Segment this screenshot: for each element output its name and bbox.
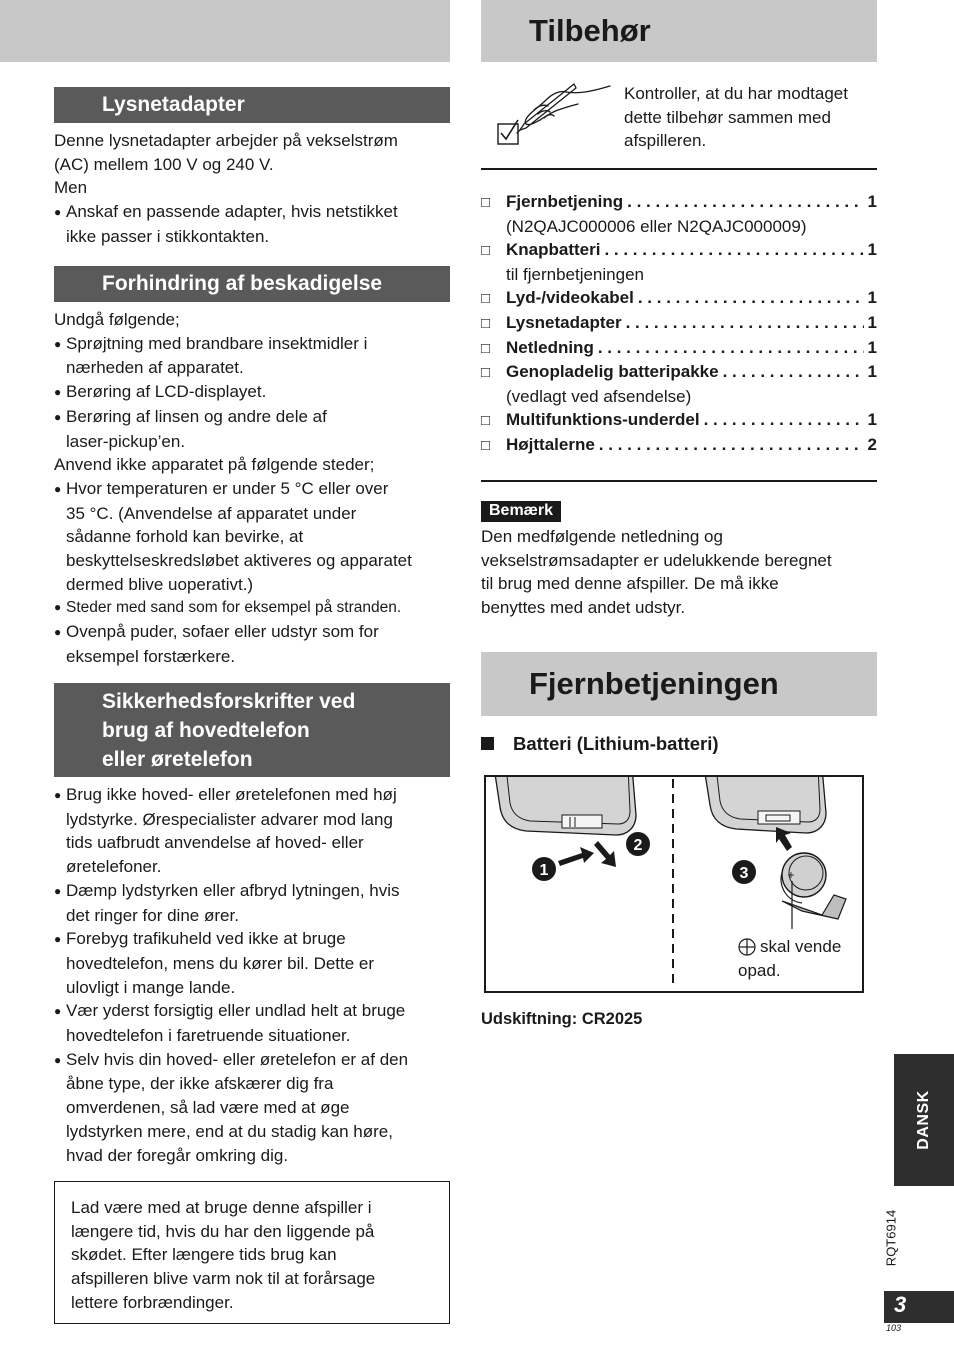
intro-line: dette tilbehør sammen med <box>624 107 831 127</box>
bullet-text: nærheden af apparatet. <box>66 358 244 378</box>
caption-line: skal vende <box>760 937 842 956</box>
divider <box>481 168 877 170</box>
checkbox-icon: □ <box>481 412 491 430</box>
section-heading-beskadigelse: Forhindring af beskadigelse <box>54 266 450 302</box>
bullet-text: hovedtelefon, mens du kører bil. Dette er <box>66 953 375 973</box>
page-title-tilbehor: Tilbehør <box>529 13 651 48</box>
step-2-label: 2 <box>633 837 643 854</box>
bullet-text: ulovligt i mange lande. <box>66 977 236 997</box>
bullet-text: Berøring af linsen og andre dele af <box>66 406 327 426</box>
bullet-text: Steder med sand som for eksempel på stranden. <box>66 599 402 617</box>
accessory-item <box>481 311 877 336</box>
step-3-label: 3 <box>739 865 749 882</box>
checkbox-icon: □ <box>481 339 491 357</box>
bullet-text: Ovenpå puder, sofaer eller udstyr som for <box>66 622 379 642</box>
bullet-item <box>54 596 450 620</box>
bullet-text: laser-pickup’en. <box>66 431 186 451</box>
bullet-text: tids uafbrudt anvendelse af hoved- eller <box>66 833 364 853</box>
step-2-marker <box>626 832 650 856</box>
warning-line: længere tid, hvis du har den liggende på <box>71 1221 375 1241</box>
heading-line: eller øretelefon <box>102 748 253 771</box>
remote-control-icon <box>494 777 636 835</box>
bullet-text: omverdenen, så lad være med at øge <box>66 1098 350 1118</box>
accessory-name: Knapbatteri <box>506 240 601 260</box>
accessory-name: Højttalerne <box>506 434 595 454</box>
accessory-note: (vedlagt ved afsendelse) <box>506 386 692 406</box>
accessory-name: Lyd-/videokabel <box>506 288 634 308</box>
dot-leader <box>704 408 864 432</box>
accessory-qty: 1 <box>867 288 877 308</box>
caption-line: opad. <box>738 961 781 980</box>
bullet-item <box>54 999 450 1047</box>
remote-section-banner <box>481 652 877 716</box>
battery-heading-text: Batteri (Lithium-batteri) <box>513 733 719 754</box>
checkbox-icon: □ <box>481 436 491 454</box>
bullet-text: dermed blive uoperativt.) <box>66 574 254 594</box>
top-banner-left <box>0 0 450 62</box>
step-3-marker <box>732 860 756 884</box>
accessory-name: Genopladelig batteripakke <box>506 362 719 382</box>
bullet-text: lydstyrken mere, end at du stadig kan høre, <box>66 1121 393 1141</box>
dot-leader <box>723 360 864 384</box>
battery-diagram <box>484 775 864 993</box>
bullet-text: eksempel forstærkere. <box>66 646 236 666</box>
accessory-item <box>481 336 877 361</box>
bullet-item <box>54 477 450 597</box>
warning-box <box>54 1181 450 1324</box>
bullet-text: 35 °C. (Anvendelse af apparatet under <box>66 503 357 523</box>
bullet-text: øretelefoner. <box>66 857 162 877</box>
warning-line: lettere forbrændinger. <box>71 1292 234 1312</box>
bullet-item <box>54 1048 450 1168</box>
checkbox-icon: □ <box>481 242 491 260</box>
bullet-text: Sprøjtning med brandbare insektmidler i <box>66 333 368 353</box>
step-1-marker <box>532 857 556 881</box>
bullet-text: åbne type, der ikke afskærer dig fra <box>66 1074 334 1094</box>
model-code-label: RQT6914 <box>883 1209 899 1267</box>
replacement-text: Udskiftning: CR2025 <box>481 1010 643 1028</box>
dot-leader <box>604 238 863 262</box>
battery-plus-label: + <box>787 868 795 882</box>
bullet-text: Hvor temperaturen er under 5 °C eller over <box>66 478 389 498</box>
accessory-note: til fjernbetjeningen <box>506 264 644 284</box>
accessory-qty: 2 <box>867 434 877 454</box>
text-line: Men <box>54 178 88 198</box>
battery-caption <box>738 935 841 983</box>
dot-leader <box>638 286 864 310</box>
intro-line: Kontroller, at du har modtaget <box>624 84 848 103</box>
accessory-qty: 1 <box>867 192 877 211</box>
step-1-label: 1 <box>539 862 549 879</box>
bullet-text: Berøring af LCD-displayet. <box>66 382 267 402</box>
section-heading-hovedtelefon <box>54 683 450 777</box>
bullet-item <box>54 200 450 248</box>
language-tab <box>894 1054 954 1186</box>
note-line: benyttes med andet udstyr. <box>481 598 686 618</box>
bullet-item <box>54 332 450 380</box>
bullet-text: lydstyrke. Ørespecialister advarer mod lang <box>66 809 393 829</box>
accessory-qty: 1 <box>867 410 877 430</box>
intro-line: afspilleren. <box>624 131 707 151</box>
divider <box>481 480 877 482</box>
hand-pen-icon <box>490 80 614 150</box>
bullet-item <box>54 783 450 879</box>
note-line: til brug med denne afspiller. De må ikke <box>481 574 779 594</box>
section-heading-lysnetadapter: Lysnetadapter <box>54 87 450 123</box>
bullet-text: hovedtelefon i faretruende situationer. <box>66 1026 351 1046</box>
note-text <box>481 525 877 620</box>
bullet-item <box>54 620 450 668</box>
text-line: (AC) mellem 100 V og 240 V. <box>54 154 274 174</box>
warning-line: skødet. Efter længere tids brug kan <box>71 1245 337 1265</box>
section-hovedtelefon-body <box>54 783 450 1167</box>
heading-line: Sikkerhedsforskrifter ved <box>102 690 356 713</box>
text-line: Denne lysnetadapter arbejder på vekselstrøm <box>54 131 398 150</box>
intro-text <box>624 82 876 153</box>
arrow-icon <box>558 847 594 866</box>
dot-leader <box>626 311 864 335</box>
section-lysnetadapter-body <box>54 129 450 249</box>
bullet-text: hvad der foregår omkring dig. <box>66 1145 289 1165</box>
bullet-item <box>54 927 450 999</box>
accessory-name: Netledning <box>506 337 594 357</box>
accessory-qty: 1 <box>867 312 877 332</box>
page-number-tab <box>884 1291 954 1323</box>
arrow-icon <box>594 841 616 867</box>
language-label: DANSK <box>915 1090 932 1150</box>
bullet-item <box>54 380 450 405</box>
accessory-name: Multifunktions-underdel <box>506 410 700 430</box>
note-label: Bemærk <box>481 501 561 522</box>
warning-line: Lad være med at bruge denne afspiller i <box>71 1198 372 1217</box>
accessory-note: (N2QAJC000006 eller N2QAJC000009) <box>506 216 807 236</box>
accessory-qty: 1 <box>867 337 877 357</box>
top-banner-right <box>481 0 877 62</box>
text-line: Anvend ikke apparatet på følgende steder; <box>54 455 375 475</box>
accessory-list <box>481 190 877 458</box>
warning-line: afspilleren blive varm nok til at forårsage <box>71 1269 376 1289</box>
accessory-item <box>481 190 877 215</box>
checkbox-icon: □ <box>481 314 491 332</box>
bullet-text: Forebyg trafikuheld ved ikke at bruge <box>66 929 346 949</box>
text-line: Undgå følgende; <box>54 310 180 329</box>
note-line: Den medfølgende netledning og <box>481 527 723 546</box>
accessory-item <box>481 360 877 385</box>
note-line: vekselstrømsadapter er udelukkende beregnet <box>481 550 832 570</box>
bullet-text: Vær yderst forsigtig eller undlad helt at bruge <box>66 1001 406 1021</box>
bullet-text: Anskaf en passende adapter, hvis netstikket <box>66 202 398 222</box>
checkbox-icon: □ <box>481 364 491 382</box>
page-number-small: 103 <box>886 1323 902 1333</box>
coin-battery-icon <box>781 853 846 929</box>
accessory-item <box>481 286 877 311</box>
dot-leader <box>598 336 864 360</box>
bullet-text: beskyttelseskredsløbet aktiveres og apparatet <box>66 551 412 571</box>
bullet-text: Selv hvis din hoved- eller øretelefon er af den <box>66 1049 409 1069</box>
section-beskadigelse-body <box>54 308 450 669</box>
checkbox-icon: □ <box>481 290 491 308</box>
accessory-qty: 1 <box>867 362 877 382</box>
bullet-text: ikke passer i stikkontakten. <box>66 226 270 246</box>
accessory-name: Lysnetadapter <box>506 312 622 332</box>
accessory-name: Fjernbetjening <box>506 192 624 211</box>
model-code <box>868 1200 914 1290</box>
bullet-item <box>54 879 450 927</box>
checkbox-icon: □ <box>481 194 491 211</box>
accessory-qty: 1 <box>867 240 877 260</box>
accessory-item <box>481 238 877 263</box>
battery-heading <box>481 733 719 755</box>
accessory-item <box>481 433 877 458</box>
remote-control-icon <box>704 777 826 833</box>
heading-line: brug af hovedtelefon <box>102 719 310 742</box>
page-title-fjernbetjeningen: Fjernbetjeningen <box>529 666 779 701</box>
square-bullet-icon <box>481 737 494 750</box>
dot-leader <box>627 190 863 214</box>
bullet-item <box>54 405 450 453</box>
check-box-icon <box>498 120 518 144</box>
bullet-text: det ringer for dine ører. <box>66 905 239 925</box>
bullet-text: sådanne forhold kan bevirke, at <box>66 527 304 547</box>
bullet-text: Brug ikke hoved- eller øretelefonen med høj <box>66 785 397 804</box>
accessory-item <box>481 408 877 433</box>
page-number: 3 <box>894 1292 907 1317</box>
bullet-text: Dæmp lydstyrken eller afbryd lytningen, hvis <box>66 880 400 900</box>
dot-leader <box>599 433 864 457</box>
